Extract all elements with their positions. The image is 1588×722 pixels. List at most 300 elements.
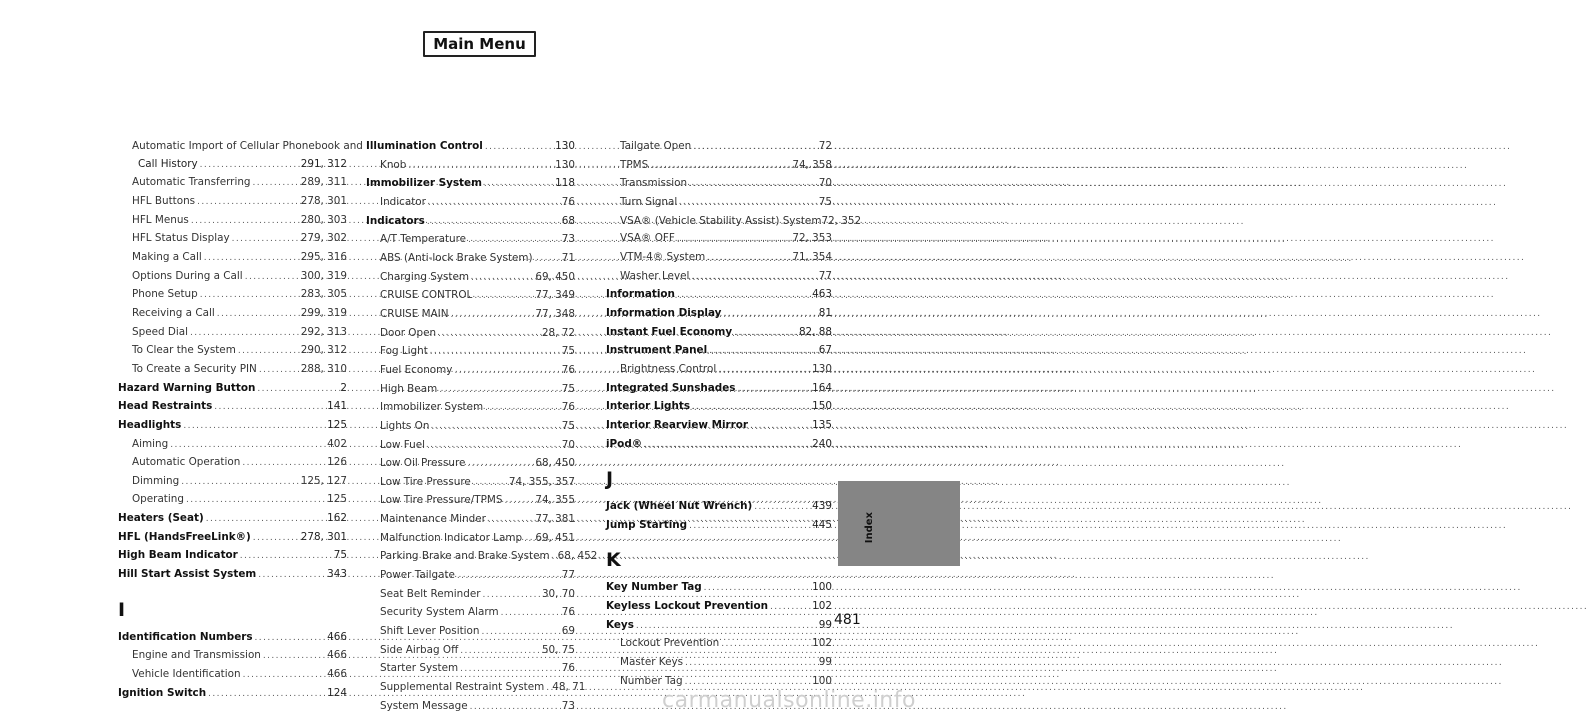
index-subentry[interactable] xyxy=(366,511,575,530)
entry-term: Interior Lights xyxy=(606,400,691,413)
index-subentry[interactable] xyxy=(366,642,575,661)
index-entry[interactable] xyxy=(606,617,832,636)
entry-pages[interactable]: 75 xyxy=(561,382,575,395)
dot-leader xyxy=(546,679,550,698)
entry-term: Vehicle Identification xyxy=(132,668,241,681)
entry-term: Jack (Wheel Nut Wrench) xyxy=(606,500,753,513)
entry-term: Washer Level xyxy=(620,269,690,282)
entry-term: Lockout Prevention xyxy=(620,637,720,650)
dot-leader xyxy=(677,230,790,249)
index-subentry[interactable] xyxy=(118,212,347,231)
index-subentry[interactable] xyxy=(606,635,832,654)
dot-leader xyxy=(454,362,559,381)
entry-pages[interactable]: 76 xyxy=(561,662,575,675)
index-entry[interactable] xyxy=(606,342,832,361)
index-entry[interactable] xyxy=(118,629,347,648)
entry-term: HFL (HandsFreeLink®) xyxy=(118,530,251,543)
index-entry[interactable] xyxy=(118,529,347,548)
index-subentry[interactable] xyxy=(366,362,575,381)
entry-term: Making a Call xyxy=(132,250,202,263)
index-entry[interactable] xyxy=(118,510,347,529)
index-subentry[interactable] xyxy=(606,194,832,213)
index-entry[interactable] xyxy=(606,498,832,517)
index-subentry[interactable] xyxy=(366,325,575,344)
index-entry[interactable] xyxy=(118,566,347,585)
dot-leader xyxy=(483,586,540,605)
index-subentry[interactable] xyxy=(366,194,575,213)
entry-term: Turn Signal xyxy=(620,195,678,208)
index-subentry[interactable] xyxy=(118,361,347,380)
entry-pages[interactable]: 68, 452 xyxy=(557,550,598,563)
dot-leader xyxy=(482,623,560,642)
index-entry[interactable] xyxy=(118,398,347,417)
entry-pages[interactable]: 75 xyxy=(561,419,575,432)
index-subentry[interactable] xyxy=(118,666,347,685)
entry-pages[interactable]: 70 xyxy=(561,438,575,451)
index-subentry[interactable] xyxy=(366,623,575,642)
entry-term: Low Tire Pressure/TPMS xyxy=(380,494,503,507)
index-subentry[interactable] xyxy=(118,268,347,287)
index-subentry[interactable] xyxy=(606,157,832,176)
entry-pages[interactable]: 68, 450 xyxy=(535,457,575,470)
entry-pages[interactable]: 71 xyxy=(561,251,575,264)
entry-term: Instant Fuel Economy xyxy=(606,325,733,338)
index-subentry[interactable] xyxy=(606,213,862,231)
dot-leader xyxy=(191,212,299,231)
dot-leader xyxy=(263,647,325,666)
entry-pages[interactable]: 283, 305 xyxy=(300,288,347,301)
entry-term: Identification Numbers xyxy=(118,630,253,643)
entry-pages[interactable]: 76 xyxy=(561,401,575,414)
entry-term: Supplemental Restraint System xyxy=(380,681,545,694)
index-subentry[interactable] xyxy=(366,567,575,586)
entry-pages[interactable]: 72, 353 xyxy=(792,232,832,245)
entry-term: Receiving a Call xyxy=(132,306,215,319)
index-subentry[interactable] xyxy=(118,138,363,156)
index-letter-heading: K xyxy=(606,549,621,572)
entry-pages[interactable]: 295, 316 xyxy=(300,250,347,263)
entry-pages[interactable]: 278, 301 xyxy=(300,194,347,207)
entry-pages[interactable]: 74, 355 xyxy=(535,494,575,507)
index-subentry[interactable] xyxy=(366,679,586,698)
entry-term: Tailgate Open xyxy=(620,140,692,152)
dot-leader xyxy=(438,325,540,344)
entry-term: Head Restraints xyxy=(118,400,213,413)
entry-term: Integrated Sunshades xyxy=(606,381,736,394)
index-column-middle xyxy=(366,138,598,716)
index-subentry[interactable] xyxy=(118,286,347,305)
dot-leader xyxy=(430,343,560,362)
index-subentry[interactable] xyxy=(366,306,575,325)
entry-pages[interactable]: 74, 358 xyxy=(792,158,832,171)
entry-pages[interactable]: 291, 312 xyxy=(300,157,347,170)
entry-pages[interactable]: 67 xyxy=(818,344,832,357)
dot-leader xyxy=(245,268,299,287)
dot-leader xyxy=(468,231,560,250)
index-letter-heading: I xyxy=(118,598,126,621)
index-subentry[interactable] xyxy=(366,660,575,679)
entry-pages[interactable]: 150 xyxy=(812,400,832,413)
entry-term: Jump Starting xyxy=(606,518,688,531)
entry-term: Immobilizer System xyxy=(366,177,482,190)
entry-term: Fog Light xyxy=(380,345,428,358)
dot-leader xyxy=(467,455,533,474)
entry-pages[interactable]: 73 xyxy=(561,233,575,246)
watermark: carmanualsonline.info xyxy=(662,688,916,713)
entry-term: Starter System xyxy=(380,662,459,675)
dot-leader xyxy=(257,380,338,399)
entry-pages[interactable]: 69, 450 xyxy=(535,270,575,283)
entry-term: Options During a Call xyxy=(132,269,243,282)
entry-pages[interactable]: 75 xyxy=(333,549,347,562)
index-subentry[interactable] xyxy=(366,399,575,418)
entry-term: Immobilizer System xyxy=(380,401,484,414)
dot-leader xyxy=(685,654,817,673)
entry-pages[interactable]: 50, 75 xyxy=(541,643,575,656)
index-entry[interactable] xyxy=(606,305,832,324)
dot-leader xyxy=(232,230,299,249)
dot-leader xyxy=(504,492,533,511)
entry-pages[interactable]: 118 xyxy=(555,177,575,190)
entry-pages[interactable]: 466 xyxy=(327,630,347,643)
entry-pages[interactable]: 2 xyxy=(340,381,347,394)
entry-pages[interactable]: 162 xyxy=(327,512,347,525)
dot-leader xyxy=(471,269,533,288)
dot-leader xyxy=(750,417,810,436)
entry-pages[interactable]: 72, 352 xyxy=(821,214,862,227)
entry-term: Ignition Switch xyxy=(118,686,207,699)
entry-pages[interactable]: 126 xyxy=(327,456,347,469)
dot-leader xyxy=(691,268,816,287)
entry-term: Heaters (Seat) xyxy=(118,512,204,525)
index-subentry[interactable] xyxy=(118,436,347,455)
dot-leader xyxy=(473,474,507,493)
dot-leader xyxy=(258,566,325,585)
entry-term: CRUISE CONTROL xyxy=(380,289,473,302)
main-menu-button[interactable]: Main Menu xyxy=(423,31,536,57)
entry-term: System Message xyxy=(380,699,468,712)
entry-pages[interactable]: 343 xyxy=(327,568,347,581)
entry-pages[interactable]: 75 xyxy=(818,195,832,208)
entry-pages[interactable]: 76 xyxy=(561,195,575,208)
index-subentry[interactable] xyxy=(366,455,575,474)
index-subentry[interactable] xyxy=(118,156,347,175)
index-subentry[interactable] xyxy=(606,249,832,268)
dot-leader xyxy=(255,629,326,648)
entry-pages[interactable]: 135 xyxy=(812,418,832,431)
entry-pages[interactable]: 278, 301 xyxy=(300,530,347,543)
entry-pages[interactable]: 102 xyxy=(812,637,832,650)
dot-leader xyxy=(460,660,560,679)
index-side-tab[interactable] xyxy=(838,481,960,566)
index-entry[interactable] xyxy=(366,138,575,157)
entry-term: Knob xyxy=(380,158,407,171)
index-entry[interactable] xyxy=(606,398,832,417)
entry-term: Lights On xyxy=(380,419,430,432)
entry-pages[interactable]: 69 xyxy=(561,625,575,638)
entry-pages[interactable]: 240 xyxy=(812,437,832,450)
index-subentry[interactable] xyxy=(366,492,575,511)
dot-leader xyxy=(242,454,325,473)
entry-term: Hill Start Assist System xyxy=(118,568,257,581)
dot-leader xyxy=(501,604,560,623)
entry-term: Headlights xyxy=(118,418,182,431)
index-subentry[interactable] xyxy=(366,381,575,400)
dot-leader xyxy=(754,498,810,517)
index-subentry[interactable] xyxy=(366,157,575,176)
entry-term: Aiming xyxy=(132,437,169,450)
entry-pages[interactable]: 466 xyxy=(327,668,347,681)
entry-pages[interactable]: 445 xyxy=(812,518,832,531)
dot-leader xyxy=(535,250,560,269)
index-subentry[interactable] xyxy=(118,249,347,268)
entry-term: Seat Belt Reminder xyxy=(380,587,481,600)
index-subentry[interactable] xyxy=(118,305,347,324)
index-entry[interactable] xyxy=(366,175,575,194)
entry-pages[interactable]: 75 xyxy=(561,345,575,358)
entry-pages[interactable]: 72 xyxy=(818,140,832,152)
entry-pages[interactable]: 77, 348 xyxy=(535,307,575,320)
entry-pages[interactable]: 81 xyxy=(818,306,832,319)
dot-leader xyxy=(485,399,560,418)
entry-term: Keyless Lockout Prevention xyxy=(606,600,769,613)
entry-term: Charging System xyxy=(380,270,470,283)
dot-leader xyxy=(470,698,560,717)
dot-leader xyxy=(709,342,817,361)
dot-leader xyxy=(693,138,817,157)
entry-pages[interactable]: 130 xyxy=(555,140,575,152)
index-subentry[interactable] xyxy=(366,343,575,362)
dot-leader xyxy=(636,617,817,636)
index-subentry[interactable] xyxy=(366,698,575,717)
entry-pages[interactable]: 439 xyxy=(812,500,832,513)
index-subentry[interactable] xyxy=(606,361,832,380)
entry-term: Keys xyxy=(606,618,634,631)
page-number: 481 xyxy=(834,612,861,628)
entry-pages[interactable]: 100 xyxy=(812,674,832,687)
entry-term: iPod® xyxy=(606,437,643,450)
dot-leader xyxy=(240,547,332,566)
dot-leader xyxy=(439,381,560,400)
index-subentry[interactable] xyxy=(118,174,347,193)
entry-pages[interactable]: 77, 381 xyxy=(535,513,575,526)
entry-term: Speed Dial xyxy=(132,325,189,338)
dot-leader xyxy=(428,194,560,213)
entry-pages[interactable]: 124 xyxy=(327,686,347,699)
entry-pages[interactable]: 99 xyxy=(818,618,832,631)
dot-leader xyxy=(707,249,790,268)
entry-pages[interactable]: 125, 127 xyxy=(300,474,347,487)
entry-pages[interactable]: 30, 70 xyxy=(541,587,575,600)
index-subentry[interactable] xyxy=(118,324,347,343)
entry-term: A/T Temperature xyxy=(380,233,467,246)
dot-leader xyxy=(484,175,553,194)
dot-leader xyxy=(677,286,810,305)
index-subentry[interactable] xyxy=(366,250,575,269)
entry-term: Brightness Control xyxy=(620,362,717,375)
entry-pages[interactable]: 279, 302 xyxy=(300,232,347,245)
dot-leader xyxy=(488,511,533,530)
entry-term: Engine and Transmission xyxy=(132,649,261,662)
dot-leader xyxy=(644,436,810,455)
entry-pages[interactable]: 102 xyxy=(812,600,832,613)
dot-leader xyxy=(485,138,553,157)
entry-pages[interactable]: 130 xyxy=(812,362,832,375)
entry-pages[interactable]: 125 xyxy=(327,493,347,506)
entry-pages[interactable]: 71, 354 xyxy=(792,250,832,263)
entry-pages[interactable]: 82, 88 xyxy=(798,325,832,338)
entry-pages[interactable]: 288, 310 xyxy=(300,362,347,375)
index-entry[interactable] xyxy=(606,579,832,598)
entry-term: Fuel Economy xyxy=(380,363,453,376)
entry-term: Indicator xyxy=(380,195,426,208)
entry-pages[interactable]: 76 xyxy=(561,363,575,376)
entry-pages[interactable]: 466 xyxy=(327,649,347,662)
dot-leader xyxy=(190,324,299,343)
entry-term: Call History xyxy=(138,157,198,170)
index-entry[interactable] xyxy=(366,213,575,232)
index-subentry[interactable] xyxy=(366,530,575,549)
index-column-left xyxy=(118,138,363,703)
entry-term: Automatic Transferring xyxy=(132,176,251,189)
dot-leader xyxy=(460,642,540,661)
index-subentry[interactable] xyxy=(606,230,832,249)
entry-pages[interactable]: 141 xyxy=(327,400,347,413)
index-subentry[interactable] xyxy=(606,268,832,287)
index-subentry[interactable] xyxy=(118,342,347,361)
index-subentry[interactable] xyxy=(118,454,347,473)
entry-pages[interactable]: 164 xyxy=(812,381,832,394)
entry-pages[interactable]: 73 xyxy=(561,699,575,712)
index-subentry[interactable] xyxy=(366,604,575,623)
index-entry[interactable] xyxy=(606,324,832,343)
entry-pages[interactable]: 125 xyxy=(327,418,347,431)
index-subentry[interactable] xyxy=(118,230,347,249)
entry-pages[interactable]: 100 xyxy=(812,581,832,594)
index-entry[interactable] xyxy=(118,685,347,704)
index-subentry[interactable] xyxy=(118,647,347,666)
index-subentry[interactable] xyxy=(366,474,575,493)
entry-term: Interior Rearview Mirror xyxy=(606,418,749,431)
index-entry[interactable] xyxy=(606,517,832,536)
index-entry[interactable] xyxy=(606,380,832,399)
entry-pages[interactable]: 77 xyxy=(561,569,575,582)
entry-pages[interactable]: 290, 312 xyxy=(300,344,347,357)
index-subentry[interactable] xyxy=(366,548,598,567)
dot-leader xyxy=(183,417,325,436)
index-entry[interactable] xyxy=(606,598,832,617)
dot-leader xyxy=(253,174,299,193)
entry-term: Automatic Import of Cellular Phonebook and xyxy=(132,140,363,152)
entry-term: Instrument Panel xyxy=(606,344,708,357)
dot-leader xyxy=(186,491,325,510)
index-entry[interactable] xyxy=(606,286,832,305)
entry-term: High Beam Indicator xyxy=(118,549,238,562)
entry-pages[interactable]: 28, 72 xyxy=(541,326,575,339)
entry-pages[interactable]: 70 xyxy=(818,177,832,190)
index-subentry[interactable] xyxy=(366,586,575,605)
entry-term: Low Fuel xyxy=(380,438,426,451)
index-entry[interactable] xyxy=(118,547,347,566)
entry-term: Power Tailgate xyxy=(380,569,455,582)
entry-pages[interactable]: 300, 319 xyxy=(300,269,347,282)
index-subentry[interactable] xyxy=(118,491,347,510)
dot-leader xyxy=(718,361,810,380)
entry-term: Side Airbag Off xyxy=(380,643,459,656)
index-subentry[interactable] xyxy=(366,287,575,306)
entry-pages[interactable]: 402 xyxy=(327,437,347,450)
entry-term: Low Tire Pressure xyxy=(380,475,471,488)
entry-pages[interactable]: 130 xyxy=(555,158,575,171)
entry-term: Transmission xyxy=(620,177,688,190)
entry-pages[interactable]: 74, 355, 357 xyxy=(508,475,575,488)
entry-pages[interactable]: 76 xyxy=(561,606,575,619)
dot-leader xyxy=(427,213,560,232)
entry-term: CRUISE MAIN xyxy=(380,307,449,320)
dot-leader xyxy=(427,437,560,456)
index-subentry[interactable] xyxy=(606,654,832,673)
index-subentry[interactable] xyxy=(606,175,832,194)
index-subentry[interactable] xyxy=(118,473,347,492)
dot-leader xyxy=(679,194,817,213)
index-entry[interactable] xyxy=(606,417,832,436)
entry-term: Information xyxy=(606,288,675,301)
index-subentry[interactable] xyxy=(606,138,832,157)
index-subentry[interactable] xyxy=(118,193,347,212)
entry-pages[interactable]: 69, 451 xyxy=(535,531,575,544)
entry-pages[interactable]: 99 xyxy=(818,656,832,669)
index-subentry[interactable] xyxy=(366,418,575,437)
dot-leader xyxy=(689,517,810,536)
index-subentry[interactable] xyxy=(366,437,575,456)
entry-term: Key Number Tag xyxy=(606,581,702,594)
dot-leader xyxy=(451,306,534,325)
dot-leader xyxy=(197,193,299,212)
index-subentry[interactable] xyxy=(366,231,575,250)
entry-pages[interactable]: 280, 303 xyxy=(300,213,347,226)
entry-term: VTM-4® System xyxy=(620,250,706,263)
entry-pages[interactable]: 77 xyxy=(818,269,832,282)
dot-leader xyxy=(208,685,325,704)
entry-term: Dimming xyxy=(132,474,180,487)
entry-term: VSA® OFF xyxy=(620,232,675,245)
entry-term: Information Display xyxy=(606,306,722,319)
index-entry[interactable] xyxy=(118,417,347,436)
entry-pages[interactable]: 77, 349 xyxy=(535,289,575,302)
index-subentry[interactable] xyxy=(366,269,575,288)
entry-term: Illumination Control xyxy=(366,140,483,152)
entry-pages[interactable]: 299, 319 xyxy=(300,306,347,319)
dot-leader xyxy=(552,548,556,567)
index-entry[interactable] xyxy=(118,380,347,399)
entry-term: Master Keys xyxy=(620,656,684,669)
entry-pages[interactable]: 48, 71 xyxy=(552,681,586,694)
dot-leader xyxy=(181,473,299,492)
dot-leader xyxy=(259,361,299,380)
dot-leader xyxy=(408,157,553,176)
entry-pages[interactable]: 68 xyxy=(561,214,575,227)
entry-term: TPMS xyxy=(620,158,649,171)
dot-leader xyxy=(238,342,299,361)
dot-leader xyxy=(721,635,810,654)
dot-leader xyxy=(737,380,810,399)
index-entry[interactable] xyxy=(606,436,832,455)
entry-pages[interactable]: 292, 313 xyxy=(300,325,347,338)
dot-leader xyxy=(689,175,817,194)
entry-term: Parking Brake and Brake System xyxy=(380,550,550,563)
entry-pages[interactable]: 463 xyxy=(812,288,832,301)
entry-pages[interactable]: 289, 311 xyxy=(300,176,347,189)
